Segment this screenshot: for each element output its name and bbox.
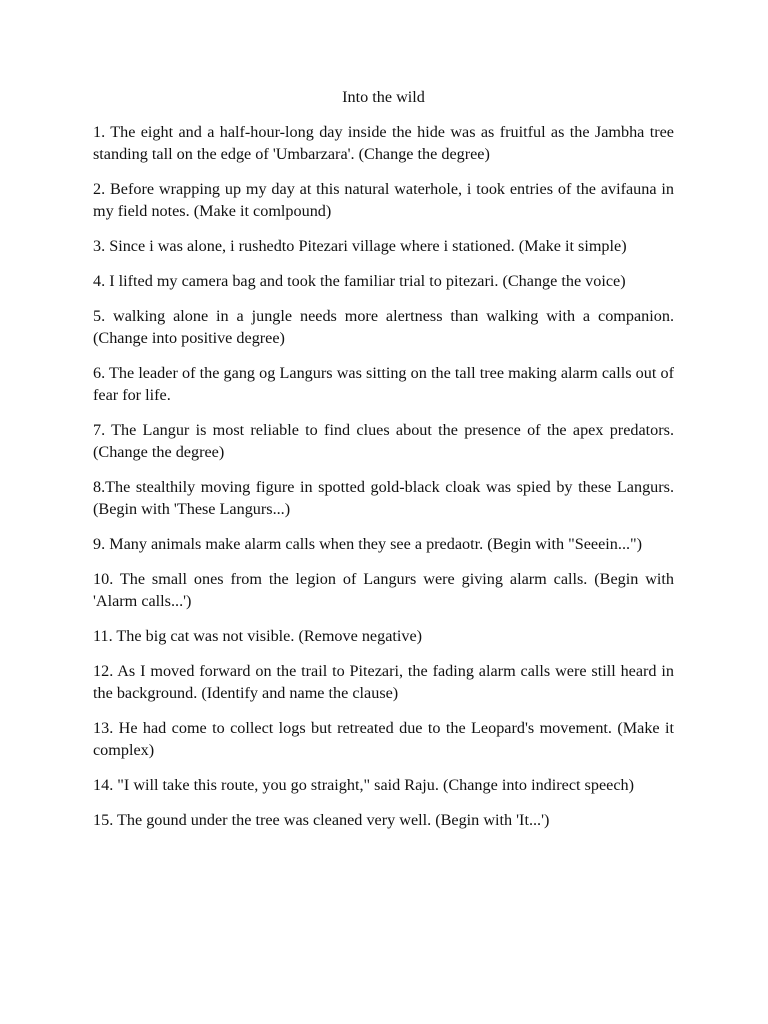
question-item-11: 11. The big cat was not visible. (Remove negative) xyxy=(93,627,423,645)
question-item-15: 15. The gound under the tree was cleaned very well. (Begin with 'It...') xyxy=(93,811,550,829)
question-item-4: 4. I lifted my camera bag and took the familiar trial to pitezari. (Change the voice) xyxy=(93,272,626,290)
document-title: Into the wild xyxy=(342,88,425,106)
question-item-14: 14. "I will take this route, you go straight," said Raju. (Change into indirect speech) xyxy=(93,776,634,794)
question-item-12: 12. As I moved forward on the trail to Pitezari, the fading alarm calls were still heard in the background. (Identify and name the clause) xyxy=(93,662,674,702)
question-item-8: 8.The stealthily moving figure in spotted gold-black cloak was spied by these Langurs. (Begin with 'These Langurs...) xyxy=(93,478,674,518)
question-item-9: 9. Many animals make alarm calls when they see a predaotr. (Begin with "Seeein...") xyxy=(93,535,643,553)
question-item-6: 6. The leader of the gang og Langurs was sitting on the tall tree making alarm calls out of fear for life. xyxy=(93,364,674,404)
question-item-10: 10. The small ones from the legion of Langurs were giving alarm calls. (Begin with 'Alarm calls...') xyxy=(93,570,674,610)
question-item-1: 1. The eight and a half-hour-long day inside the hide was as fruitful as the Jambha tree standing tall on the edge of 'Umbarzara'. (Change the degree) xyxy=(93,123,674,163)
question-item-3: 3. Since i was alone, i rushedto Pitezari village where i stationed. (Make it simple) xyxy=(93,237,627,255)
question-item-7: 7. The Langur is most reliable to find clues about the presence of the apex predators. (Change the degree) xyxy=(93,421,674,461)
question-item-13: 13. He had come to collect logs but retreated due to the Leopard's movement. (Make it complex) xyxy=(93,719,674,759)
document-page xyxy=(93,86,674,844)
question-item-2: 2. Before wrapping up my day at this natural waterhole, i took entries of the avifauna in my field notes. (Make it comlpound) xyxy=(93,180,674,220)
question-item-5: 5. walking alone in a jungle needs more alertness than walking with a companion. (Change into positive degree) xyxy=(93,307,674,347)
